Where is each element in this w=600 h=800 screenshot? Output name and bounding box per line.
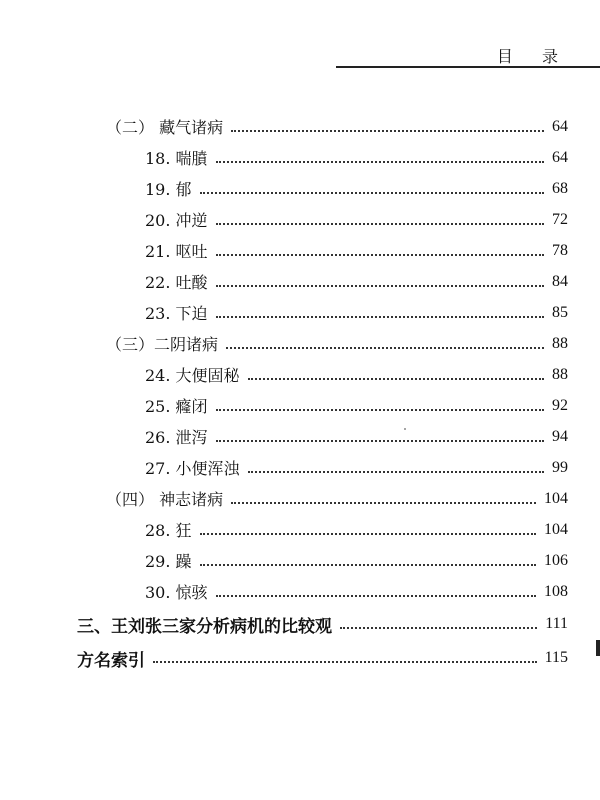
toc-entry-item [0, 421, 600, 452]
toc-entry-label: 29. 躁 [145, 552, 192, 571]
toc-entry-label: 25. 癃闭 [145, 397, 208, 416]
toc-entry-label: 26. 泄泻 [145, 428, 208, 447]
toc-entry-page-number: 68 [552, 179, 568, 197]
toc-entry-label: 三、王刘张三家分析病机的比较观 [77, 616, 332, 637]
toc-dot-leader [216, 285, 544, 287]
toc-entry-page-number: 111 [545, 615, 568, 632]
toc-dot-leader [340, 627, 537, 629]
toc-entry-label: 27. 小便浑浊 [145, 459, 240, 478]
toc-entry-page-number: 64 [552, 148, 568, 166]
toc-entry-page-number: 94 [552, 427, 568, 445]
toc-entry-item [0, 173, 600, 204]
toc-dot-leader [248, 378, 544, 380]
toc-entry-page-number: 92 [552, 396, 568, 414]
toc-dot-leader [248, 471, 544, 473]
toc-entry-page-number: 115 [544, 649, 568, 666]
toc-entry-page-number: 108 [544, 582, 568, 600]
toc-dot-leader [216, 409, 544, 411]
toc-entry-label: 19. 郁 [145, 180, 192, 199]
toc-dot-leader [216, 161, 544, 163]
toc-dot-leader [216, 254, 544, 256]
toc-entry-label: 30. 惊骇 [145, 583, 208, 602]
toc-entry-label: 28. 狂 [145, 521, 192, 540]
toc-dot-leader [231, 130, 544, 132]
toc-entry-label: （三）二阴诸病 [106, 335, 219, 354]
toc-entry-item [0, 204, 600, 235]
toc-entry-page-number: 99 [552, 458, 568, 476]
toc-entry-item [0, 576, 600, 607]
toc-dot-leader [200, 192, 544, 194]
toc-entry-item [0, 142, 600, 173]
toc-entry-section [0, 328, 600, 359]
toc-entry-label: 22. 吐酸 [145, 273, 208, 292]
toc-entry-page-number: 88 [552, 334, 568, 352]
toc-entry-section [0, 483, 600, 514]
toc-entry-item [0, 359, 600, 390]
toc-dot-leader [226, 347, 544, 349]
table-of-contents [0, 111, 600, 675]
toc-entry-item [0, 452, 600, 483]
toc-entry-label: （二） 藏气诸病 [106, 118, 224, 137]
toc-entry-page-number: 104 [544, 520, 568, 538]
toc-dot-leader [216, 316, 544, 318]
toc-entry-item [0, 266, 600, 297]
toc-entry-label: 18. 喘膹 [145, 149, 208, 168]
toc-entry-page-number: 85 [552, 303, 568, 321]
toc-dot-leader [231, 502, 536, 504]
toc-dot-leader [216, 595, 536, 597]
toc-dot-leader [216, 440, 544, 442]
toc-entry-page-number: 72 [552, 210, 568, 228]
page-edge-mark [596, 640, 600, 656]
toc-entry-item [0, 235, 600, 266]
toc-dot-leader [200, 533, 536, 535]
toc-entry-item [0, 297, 600, 328]
toc-entry-page-number: 88 [552, 365, 568, 383]
toc-entry-label: 20. 冲逆 [145, 211, 208, 230]
toc-entry-page-number: 106 [544, 551, 568, 569]
toc-entry-page-number: 78 [552, 241, 568, 259]
header-rule [336, 66, 600, 68]
toc-entry-item [0, 545, 600, 576]
scan-speck [404, 428, 406, 430]
toc-dot-leader [200, 564, 536, 566]
toc-entry-major [0, 607, 600, 641]
toc-entry-item [0, 390, 600, 421]
toc-entry-page-number: 84 [552, 272, 568, 290]
toc-dot-leader [153, 661, 537, 663]
toc-entry-label: 23. 下迫 [145, 304, 208, 323]
toc-entry-item [0, 514, 600, 545]
toc-entry-section [0, 111, 600, 142]
running-header-title: 目 录 [496, 47, 570, 66]
toc-entry-major [0, 641, 600, 675]
toc-dot-leader [216, 223, 544, 225]
toc-entry-label: 方名索引 [77, 650, 145, 671]
toc-entry-page-number: 64 [552, 117, 568, 135]
toc-entry-label: （四） 神志诸病 [106, 490, 224, 509]
toc-entry-label: 24. 大便固秘 [145, 366, 240, 385]
toc-entry-page-number: 104 [544, 489, 568, 507]
toc-entry-label: 21. 呕吐 [145, 242, 208, 261]
